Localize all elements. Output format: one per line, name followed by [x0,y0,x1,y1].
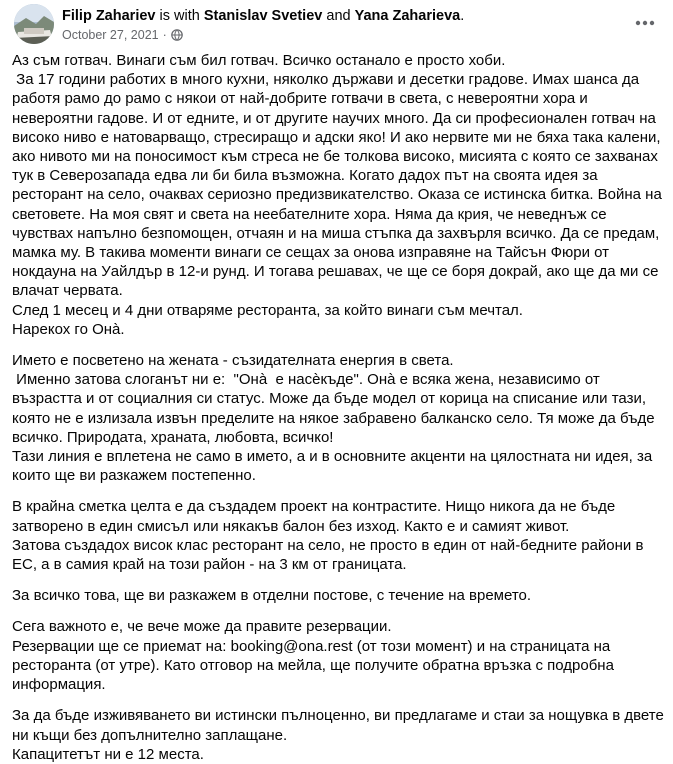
post-paragraph-6: За да бъде изживяването ви истински пълноценно, ви предлагаме и стаи за нощувка в двете ни къщи без допълнително заплащане. Капацитетът ни е 12 места. [12,707,664,763]
tagged-user-1[interactable]: Stanislav Svetiev [203,8,323,24]
post-date[interactable]: October 27, 2021 [62,28,159,42]
post-header [0,0,673,48]
and-text: and [326,8,351,24]
post-paragraph-2: Името е посветено на жената - съзидателната енергия в света. Именно затова слоганът ни е: "Онà е насѐкъде". Онà е всяка жена, независимо от възрастта и от социалния си статус. Може да бъде модел от корица на списание или тази, която не е излизала извън пределите на някое забравено балканско село. Тя може да бъде всичко. Природата, храната, любовта, всичко! Тази линия е вплетена не само в името, а и в основните акценти на цялостната ни идея, за които ще ви разкажем постепенно. [12,352,655,485]
tagged-user-2[interactable]: Yana Zaharieva [354,8,461,24]
author-name[interactable]: Filip Zahariev [62,8,156,24]
post-paragraph-4: За всичко това, ще ви разкажем в отделни постове, с течение на времето. [12,587,532,605]
post-paragraph-1: Аз съм готвач. Винаги съм бил готвач. Всичко останало е просто хоби. За 17 години работих в много кухни, няколко държави и десетки градове. Имах шанса да работя рамо до рамо с някои от най-добрите готвачи в света, с невероятни хора и невероятни гадове. И от едните, и от другите научих много. Да си професионален готвач на високо ниво е натоварващо, стресиращо и адски яко! И ако нервите ми не бяха така калени, ако нивото ми на поносимост към стреса не бе толкова високо, мисията с която се захванах тук в Северозапада едва ли би била възможна. Когато дадох път на своята идея за ресторант на село, очаквах сериозно предизвикателство. Оказа се истинска битка. Война на световете. На моя свят и света на неебателните хора. Няма да крия, че неведнъж се чувствах напълно безпомощен, отчаян и на миша стъпка да захвърля всичко. Да се предам, мамка му. В такива моменти винаги се сещах за онова изправяне на Тайсън Фюри от нокдауна на Уайлдър в 12-и рунд. И тогава решавах, че ще се боря докрай, ако ще да ми се влачат червата. След 1 месец и 4 дни отваряме ресторанта, за който винаги съм мечтал. Нарекох го Онà. [12,52,662,338]
post-meta [62,27,183,45]
is-with-text: is with [159,8,200,24]
post-paragraph-3: В крайна сметка целта е да създадем проект на контрастите. Нищо никога да не бъде затворено в един смисъл или някакъв балон без изход. Както е и самият живот. Затова създадох висок клас ресторант на село, не просто в един от най-бедните райони в ЕС, а в самия край на този район - на 3 км от границата. [12,498,644,574]
avatar[interactable] [14,4,54,44]
author-line [62,7,464,25]
period-text: . [460,8,465,24]
post-body [12,51,664,764]
avatar-photo [14,4,54,44]
post-paragraph-5: Сега важното е, че вече може да правите резервации. Резервации ще се приемат на: booking@ona.rest (от този момент) и на страницата на ресторанта (от утре). Като отговор на мейла, ще получите обратна връзка с подробна информация. [12,618,614,694]
more-horizontal-icon [635,20,655,26]
meta-separator: · [162,28,167,42]
globe-icon [171,29,183,45]
post-options-button[interactable] [628,6,662,40]
